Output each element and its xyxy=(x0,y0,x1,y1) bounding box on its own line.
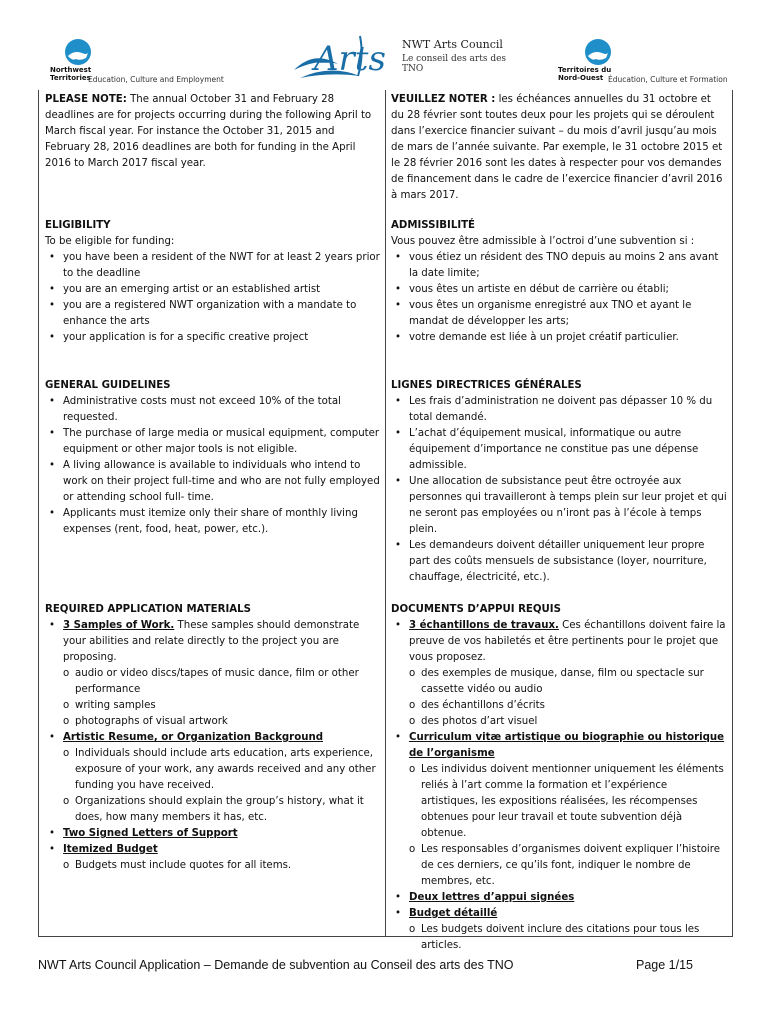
bilingual-info-table xyxy=(38,90,733,951)
sub-list-item: o des exemples de musique, danse, film ou spectacle sur cassette vidéo ou audio xyxy=(409,666,727,698)
list-item: • vous êtes un organisme enregistré aux TNO et ayant le mandat de développer les arts; xyxy=(391,298,727,330)
guidelines-list xyxy=(391,394,727,586)
list-item: • Une allocation de subsistance peut être octroyée aux personnes qui travailleront à temps plein sur leur projet et qui ne seront pas employées ou n’iront pas à l’école à temps plein. xyxy=(391,474,727,538)
sub-list xyxy=(409,666,727,730)
eligibility-section-en xyxy=(45,218,381,346)
list-item: • vous êtes un artiste en début de carrière ou établi; xyxy=(391,282,727,298)
list-item xyxy=(391,906,727,954)
section-heading: DOCUMENTS D’APPUI REQUIS xyxy=(391,604,561,615)
list-item: • vous étiez un résident des TNO depuis au moins 2 ans avant la date limite; xyxy=(391,250,727,282)
note-text: The annual October 31 and February 28 deadlines are for projects occurring during the following April to March fiscal year. For instance the October 31, 2015 and February 28, 2016 deadlines are both for funding in the April 2016 to March 2017 fiscal year. xyxy=(45,94,372,169)
eligibility-list xyxy=(45,250,381,346)
section-heading: REQUIRED APPLICATION MATERIALS xyxy=(45,604,251,615)
section-intro: Vous pouvez être admissible à l’octroi d’une subvention si : xyxy=(391,236,695,247)
sub-list xyxy=(409,762,727,890)
page-number: Page 1/15 xyxy=(636,958,693,972)
sub-list-item: o des photos d’art visuel xyxy=(409,714,727,730)
note-section-en xyxy=(45,92,381,172)
arts-wordmark-icon xyxy=(290,30,400,86)
logo-department: Éducation, Culture et Formation xyxy=(608,75,728,84)
sub-list-item: o Individuals should include arts education, arts experience, exposure of your work, any awards received and any other funding you have received. xyxy=(63,746,381,794)
column-divider xyxy=(385,90,386,936)
item-title: Curriculum vitæ artistique ou biographie ou historique de l’organisme xyxy=(409,732,725,759)
list-item xyxy=(45,618,381,730)
guidelines-list xyxy=(45,394,381,538)
item-text: Ces échantillons doivent faire la preuve de vos habiletés et être pertinents pour le projet que vous proposez. xyxy=(409,620,726,663)
list-item xyxy=(45,826,381,842)
section-heading: ELIGIBILITY xyxy=(45,220,111,231)
gnwt-logo-english xyxy=(46,38,236,88)
sub-list-item: o photographs of visual artwork xyxy=(63,714,381,730)
item-title: Itemized Budget xyxy=(63,844,158,855)
section-heading: ADMISSIBILITÉ xyxy=(391,220,476,231)
list-item xyxy=(45,842,381,874)
item-title: 3 Samples of Work. xyxy=(63,620,175,631)
list-item: • A living allowance is available to individuals who intend to work on their project full-time and who are not fully employed or attending school full- time. xyxy=(45,458,381,506)
list-item xyxy=(391,618,727,730)
arts-wordmark: Arts xyxy=(314,39,386,79)
list-item: • Applicants must itemize only their share of monthly living expenses (rent, food, heat, power, etc.). xyxy=(45,506,381,538)
list-item: • you are a registered NWT organization with a mandate to enhance the arts xyxy=(45,298,381,330)
sub-list-item: o Budgets must include quotes for all items. xyxy=(63,858,381,874)
council-name-english: NWT Arts Council xyxy=(402,38,503,51)
materials-section-en xyxy=(45,602,381,874)
list-item xyxy=(391,890,727,906)
eligibility-section-fr xyxy=(391,218,727,346)
logo-line-1: Territoires du xyxy=(558,66,612,74)
guidelines-section-fr xyxy=(391,378,727,586)
item-title: Budget détaillé xyxy=(409,908,498,919)
logo-line-2: Territories xyxy=(50,74,91,82)
list-item: • L’achat d’équipement musical, informatique ou autre équipement d’importance ne constitue pas une dépense admissible. xyxy=(391,426,727,474)
list-item: • Les demandeurs doivent détailler uniquement leur propre part des coûts mensuels de subsistance (loyer, nourriture, chauffage, électricité, etc.). xyxy=(391,538,727,586)
list-item: • The purchase of large media or musical equipment, computer equipment or other major tools is not eligible. xyxy=(45,426,381,458)
list-item xyxy=(45,730,381,826)
sub-list-item: o des échantillons d’écrits xyxy=(409,698,727,714)
sub-list xyxy=(63,858,381,874)
gnwt-logo-french xyxy=(556,38,756,88)
item-title: Deux lettres d’appui signées xyxy=(409,892,575,903)
list-item: • Les frais d’administration ne doivent pas dépasser 10 % du total demandé. xyxy=(391,394,727,426)
section-heading: LIGNES DIRECTRICES GÉNÉRALES xyxy=(391,380,582,391)
guidelines-section-en xyxy=(45,378,381,538)
sub-list-item: o audio or video discs/tapes of music dance, film or other performance xyxy=(63,666,381,698)
logo-department: Education, Culture and Employment xyxy=(88,75,224,84)
list-item xyxy=(391,730,727,890)
council-name-french: Le conseil des arts des TNO xyxy=(402,54,507,74)
sub-list-item: o Les responsables d’organismes doivent expliquer l’histoire de ces derniers, ce qu’ils font, indiquer le nombre de membres, etc. xyxy=(409,842,727,890)
note-section-fr xyxy=(391,92,727,204)
item-title: Artistic Resume, or Organization Background xyxy=(63,732,323,743)
arts-council-logo xyxy=(290,30,510,86)
list-item: • you have been a resident of the NWT for at least 2 years prior to the deadline xyxy=(45,250,381,282)
sub-list-item: o Organizations should explain the group’s history, what it does, how many members it has, etc. xyxy=(63,794,381,826)
note-label: PLEASE NOTE: xyxy=(45,94,127,105)
list-item: • you are an emerging artist or an established artist xyxy=(45,282,381,298)
item-title: Two Signed Letters of Support xyxy=(63,828,238,839)
section-heading: GENERAL GUIDELINES xyxy=(45,380,171,391)
materials-list xyxy=(391,618,727,954)
sub-list xyxy=(63,666,381,730)
list-item: • Administrative costs must not exceed 10% of the total requested. xyxy=(45,394,381,426)
materials-list xyxy=(45,618,381,874)
list-item: • your application is for a specific creative project xyxy=(45,330,381,346)
sub-list xyxy=(63,746,381,826)
materials-section-fr xyxy=(391,602,727,954)
note-text: les échéances annuelles du 31 octobre et du 28 février sont toutes deux pour les projets qui se déroulent dans l’exercice financier suivant – du mois d’avril jusqu’au mois de mars de l’année suivante. Par exemple, le 31 octobre 2015 et le 28 février 2016 sont les dates à respecter pour vos demandes de financement dans le cadre de l’exercice financier d’avril 2016 à mars 2017. xyxy=(391,94,723,201)
logo-line-2: Nord-Ouest xyxy=(558,74,604,82)
item-text: These samples should demonstrate your abilities and relate directly to the project you are proposing. xyxy=(63,620,360,663)
logo-line-1: Northwest xyxy=(50,66,92,74)
note-label: VEUILLEZ NOTER : xyxy=(391,94,496,105)
footer-title: NWT Arts Council Application – Demande de subvention au Conseil des arts des TNO xyxy=(38,958,514,972)
sub-list-item: o Les budgets doivent inclure des citations pour tous les articles. xyxy=(409,922,727,954)
sub-list-item: o writing samples xyxy=(63,698,381,714)
eligibility-list xyxy=(391,250,727,346)
sub-list xyxy=(409,922,727,954)
list-item: • votre demande est liée à un projet créatif particulier. xyxy=(391,330,727,346)
section-intro: To be eligible for funding: xyxy=(45,236,175,247)
page-header xyxy=(0,0,770,92)
sub-list-item: o Les individus doivent mentionner uniquement les éléments reliés à l’art comme la formation et l’expérience artistiques, les expositions réalisées, les récompenses obtenues pour leur travail et toute subvention déjà obtenue. xyxy=(409,762,727,842)
item-title: 3 échantillons de travaux. xyxy=(409,620,559,631)
